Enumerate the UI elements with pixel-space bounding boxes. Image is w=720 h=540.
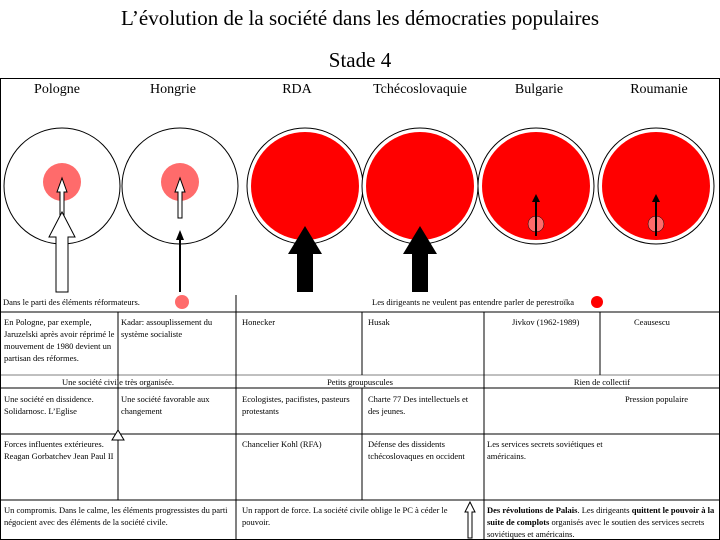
outcome-right-mid: . Les dirigeants <box>577 505 632 515</box>
civil-mid: Petits groupuscules <box>327 377 393 387</box>
hongrie-circle-group <box>122 128 238 292</box>
country-pologne: Pologne <box>34 82 80 97</box>
leadership-right: Les dirigeants ne veulent pas entendre parler de perestroïka <box>372 297 575 307</box>
outcome-right-bold1: Des révolutions de Palais <box>487 505 578 515</box>
outcome-arrow-mid <box>465 502 475 538</box>
bul-leader: Jivkov (1962-1989) <box>512 317 580 327</box>
pologne-leader: En Pologne, par exemple, Jaruzelski après avoir réprimé le mouvement de 1980 devient un partisan des réformes. <box>4 317 115 363</box>
hongrie-leader: Kadar: assouplissement du système socialiste <box>121 317 213 339</box>
rda-civil: Ecologistes, pacifistes, pasteurs protestants <box>242 394 350 416</box>
pologne-circle-group <box>4 128 120 292</box>
civil-right: Rien de collectif <box>573 377 631 387</box>
tch-party-circle <box>366 132 474 240</box>
hongrie-civil: Une société favorable aux changement <box>121 394 210 416</box>
outcome-right <box>487 504 717 540</box>
diagram-frame <box>1 79 720 540</box>
outcome-left: Un compromis. Dans le calme, les éléments progressistes du parti négocient avec des éléments de la société civile. <box>4 505 228 527</box>
leadership-left: Dans le parti des éléments réformateurs. <box>3 297 140 307</box>
country-bulgarie: Bulgarie <box>514 82 564 97</box>
outcome-mid: Un rapport de force. La société civile oblige le PC à céder le pouvoir. <box>242 505 448 527</box>
country-roumanie: Roumanie <box>630 82 688 97</box>
tch-external: Défense des dissidents tchécoslovaques en occident <box>368 439 465 461</box>
tch-leader: Husak <box>368 317 390 327</box>
roumanie-civil: Pression populaire <box>625 394 689 404</box>
bulgarie-circle-group <box>478 128 594 244</box>
country-rda: RDA <box>282 82 312 97</box>
rou-leader: Ceausescu <box>634 317 670 327</box>
pologne-civil: Une société en dissidence. Solidarnosc. L’Eglise <box>4 394 94 416</box>
outcome-right-end: organisés avec le soutien des services secrets soviétiques et américains. <box>487 517 705 539</box>
rda-circle-group <box>247 128 363 292</box>
rda-leader: Honecker <box>242 317 276 327</box>
external-left: Forces influentes extérieures. Reagan Gorbatchev Jean Paul II <box>4 439 114 461</box>
rda-party-circle <box>251 132 359 240</box>
bulrou-external: Les services secrets soviétiques et américains. <box>487 439 603 461</box>
tch-circle-group <box>362 128 478 292</box>
reform-indicator-circle <box>175 295 189 309</box>
civil-left: Une société civile très organisée. <box>62 377 174 387</box>
country-hongrie: Hongrie <box>150 82 196 97</box>
page-title: L’évolution de la société dans les démocraties populaires <box>121 6 599 30</box>
roumanie-circle-group <box>598 128 714 244</box>
rda-external: Chancelier Kohl (RFA) <box>242 439 322 449</box>
country-tchecoslovaquie: Tchécoslovaquie <box>373 82 467 97</box>
outcome-right-bold2: quittent le pouvoir à la suite de complots <box>487 505 715 527</box>
stage-label: Stade 4 <box>328 48 392 72</box>
tch-civil: Charte 77 Des intellectuels et des jeunes. <box>368 394 469 416</box>
